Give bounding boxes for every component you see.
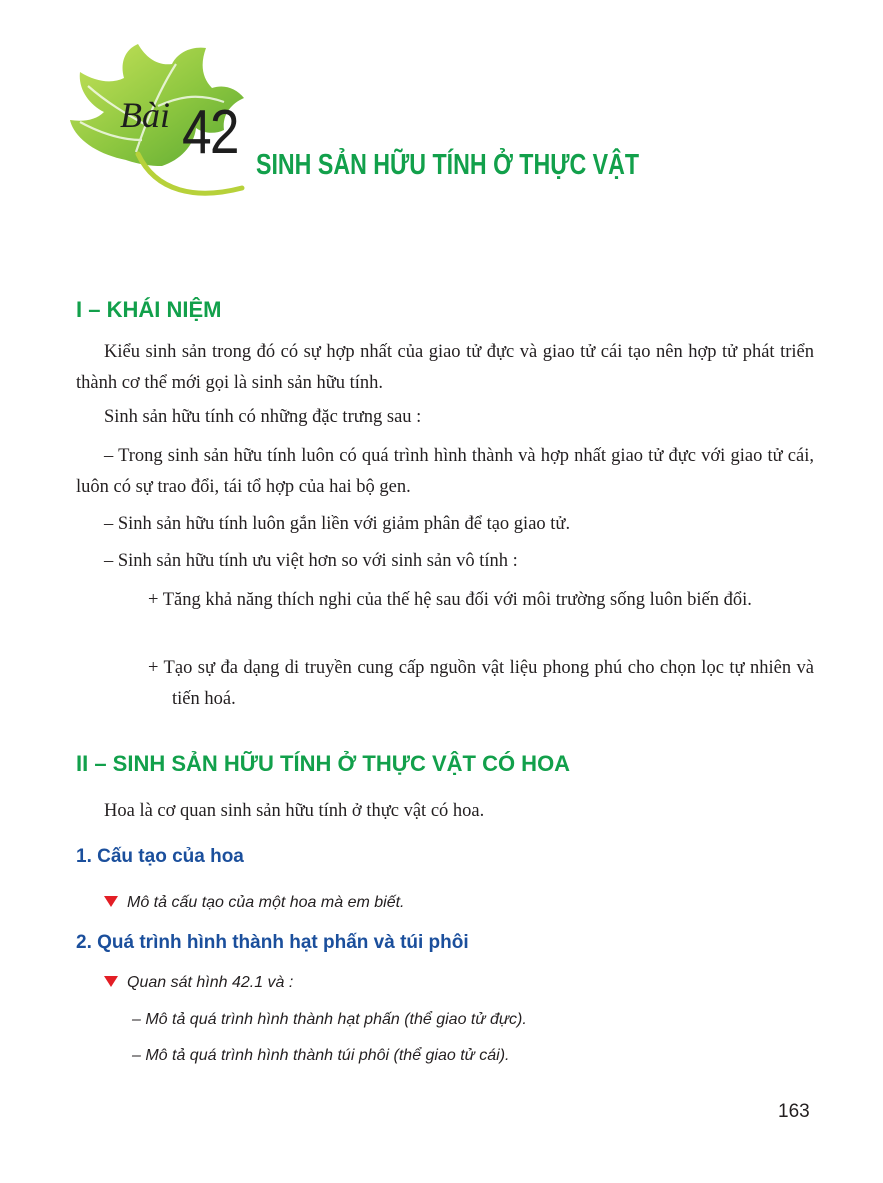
paragraph: – Trong sinh sản hữu tính luôn có quá trình hình thành và hợp nhất giao tử đực với giao tử cái, luôn có sự trao đổi, tái tổ hợp của hai bộ gen. bbox=[76, 446, 814, 497]
task-item bbox=[104, 975, 293, 991]
task-text: Mô tả cấu tạo của một hoa mà em biết. bbox=[127, 894, 405, 911]
page-title: SINH SẢN HỮU TÍNH Ở THỰC VẬT bbox=[256, 149, 640, 181]
list-item: + Tăng khả năng thích nghi của thế hệ sau đối với môi trường sống luôn biến đổi. bbox=[148, 590, 752, 610]
paragraph: Sinh sản hữu tính có những đặc trưng sau : bbox=[104, 407, 422, 427]
paragraph: Hoa là cơ quan sinh sản hữu tính ở thực vật có hoa. bbox=[104, 801, 485, 821]
section-heading-concept: I – KHÁI NIỆM bbox=[76, 297, 222, 322]
paragraph: – Sinh sản hữu tính ưu việt hơn so với sinh sản vô tính : bbox=[104, 551, 518, 571]
list-item: + Tạo sự đa dạng di truyền cung cấp nguồn vật liệu phong phú cho chọn lọc tự nhiên và tiến hoá. bbox=[148, 658, 814, 709]
page-number: 163 bbox=[778, 1101, 810, 1122]
lesson-number: 42 bbox=[182, 98, 238, 167]
red-triangle-icon bbox=[104, 896, 118, 907]
section-heading-flowering-plants: II – SINH SẢN HỮU TÍNH Ở THỰC VẬT CÓ HOA bbox=[76, 751, 571, 776]
task-text: Quan sát hình 42.1 và : bbox=[127, 974, 294, 991]
subsection-heading-flower-structure: 1. Cấu tạo của hoa bbox=[76, 846, 244, 867]
subsection-heading-pollen-embryo-sac: 2. Quá trình hình thành hạt phấn và túi phôi bbox=[76, 932, 469, 953]
task-item bbox=[104, 895, 404, 911]
lesson-word: Bài bbox=[120, 95, 170, 135]
red-triangle-icon bbox=[104, 976, 118, 987]
paragraph: Kiểu sinh sản trong đó có sự hợp nhất của giao tử đực và giao tử cái tạo nên hợp tử phát triển thành cơ thể mới gọi là sinh sản hữu tính. bbox=[76, 342, 814, 393]
paragraph: – Sinh sản hữu tính luôn gắn liền với giảm phân để tạo giao tử. bbox=[104, 514, 571, 534]
task-subitem: – Mô tả quá trình hình thành hạt phấn (thể giao tử đực). bbox=[132, 1011, 527, 1028]
task-subitem: – Mô tả quá trình hình thành túi phôi (thể giao tử cái). bbox=[132, 1047, 510, 1064]
